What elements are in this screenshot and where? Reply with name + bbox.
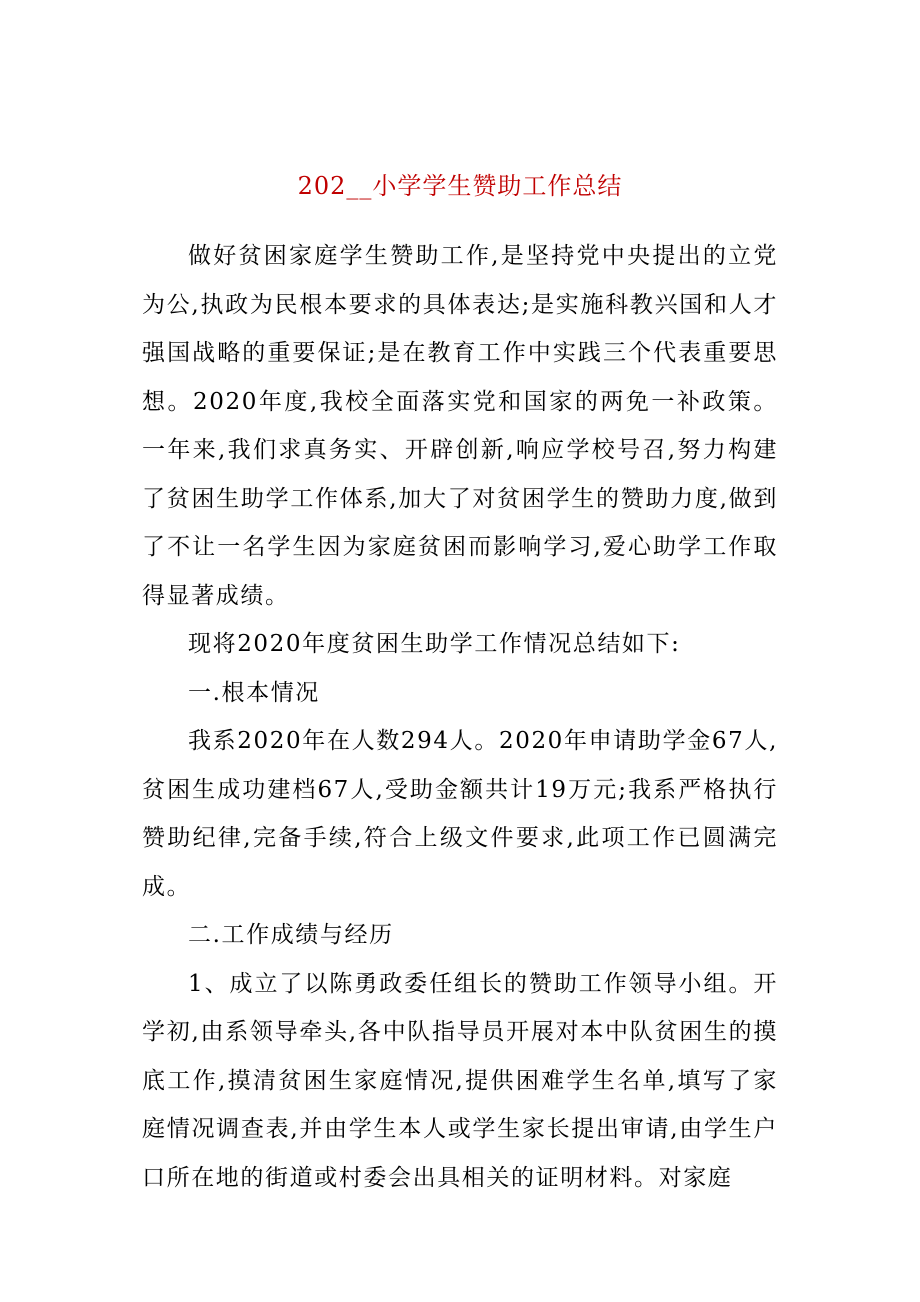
paragraph-summary-lead: 现将2020年度贫困生助学工作情况总结如下: <box>188 631 681 657</box>
document-title: 202__小学学生赞助工作总结 <box>297 172 623 200</box>
paragraph-basic-situation: 我系2020年在人数294人。2020年申请助学金67人,贫困生成功建档67人,受助金额共计19万元;我系严格执行赞助纪律,完备手续,符合上级文件要求,此项工作已圆满完成。 <box>142 728 778 900</box>
section-heading-basic: 一.根本情况 <box>188 679 320 706</box>
paragraph-intro: 做好贫困家庭学生赞助工作,是坚持党中央提出的立党为公,执政为民根本要求的具体表达;是实施科教兴国和人才强国战略的重要保证;是在教育工作中实践三个代表重要思想。2020年度,我校全面落实党和国家的两免一补政策。一年来,我们求真务实、开辟创新,响应学校号召,努力构建了贫困生助学工作体系,加大了对贫困学生的赞助力度,做到了不让一名学生因为家庭贫困而影响学习,爱心助学工作取得显著成绩。 <box>142 243 778 609</box>
document-body <box>142 232 778 1202</box>
section-heading-achievements: 二.工作成绩与经历 <box>188 922 394 948</box>
paragraph-achievement-1: 1、成立了以陈勇政委任组长的赞助工作领导小组。开学初,由系领导牵头,各中队指导员开展对本中队贫困生的摸底工作,摸清贫困生家庭情况,提供困难学生名单,填写了家庭情况调查表,并由学生本人或学生家长提出审请,由学生户口所在地的街道或村委会出具相关的证明材料。对家庭 <box>142 970 778 1191</box>
